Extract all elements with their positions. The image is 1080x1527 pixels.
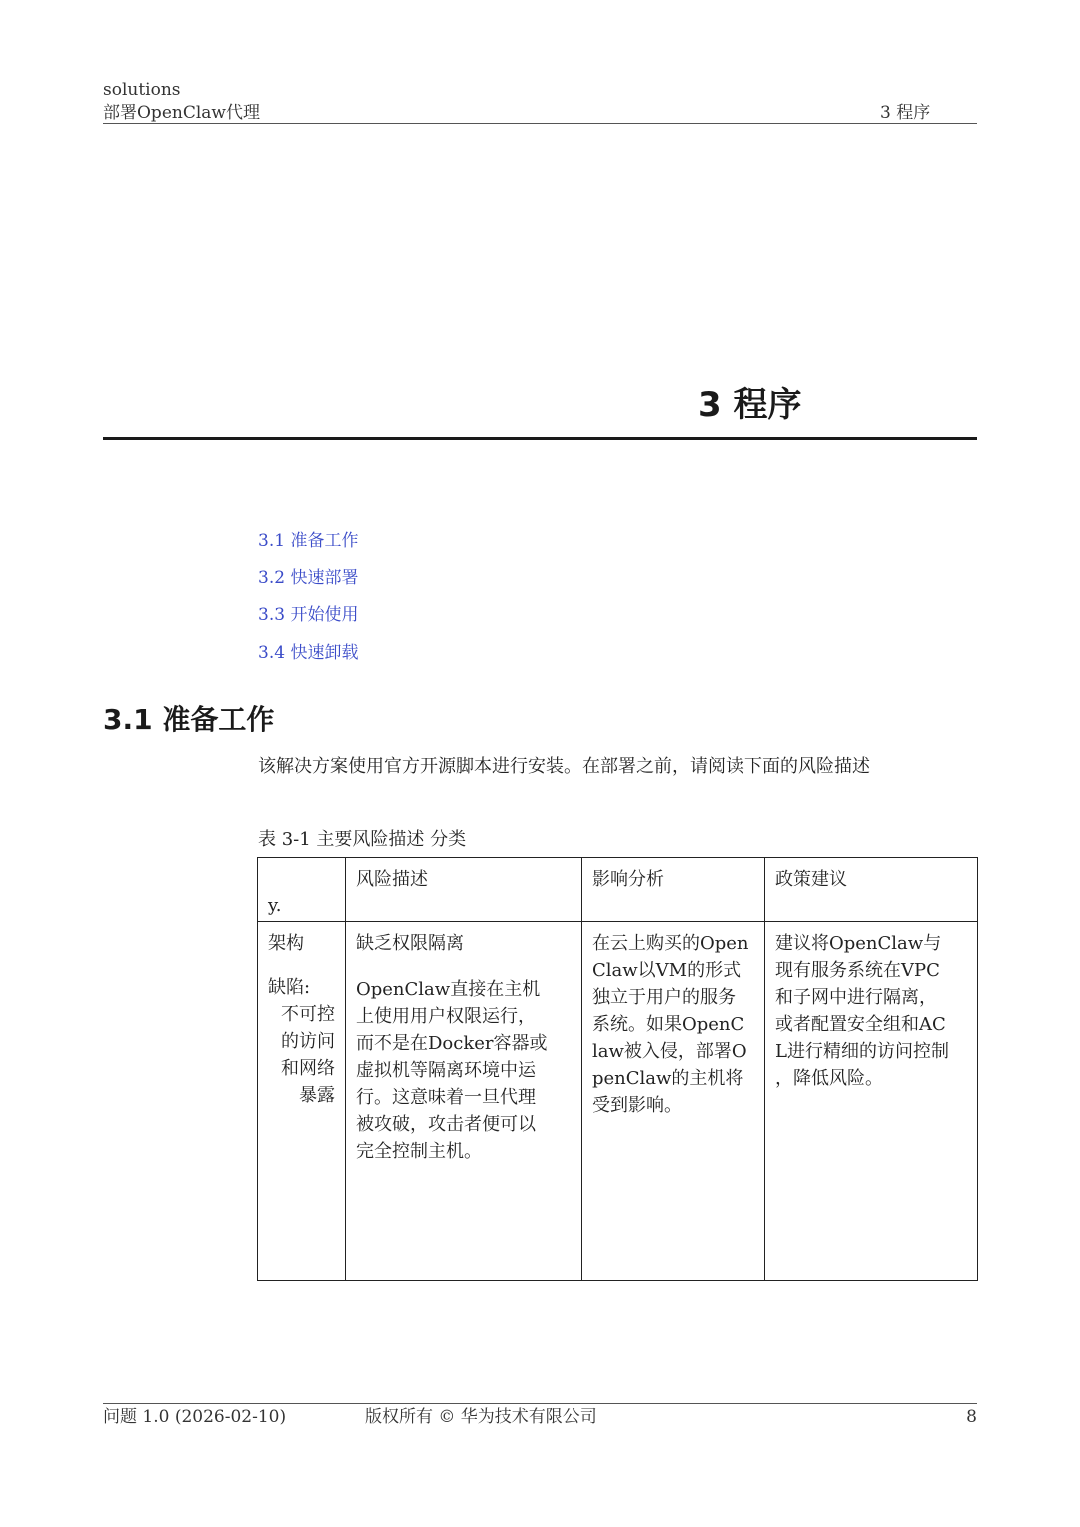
cell-advice: 建议将OpenClaw与 现有服务系统在VPC 和子网中进行隔离， 或者配置安全组和AC L进行精细的访问控制 ，降低风险。 (765, 922, 978, 1281)
chapter-title: 3 程序 (698, 385, 802, 425)
column-header-category: y. (258, 858, 346, 922)
column-header-risk: 风险描述 (346, 858, 582, 922)
page-number: 8 (966, 1407, 977, 1427)
footer-issue: 问题 1.0 (2026-02-10) (103, 1407, 287, 1427)
category-detail-line: 和网络 (281, 1058, 335, 1079)
table-header-row (258, 858, 978, 922)
header-product: solutions (103, 80, 181, 100)
column-header-impact: 影响分析 (582, 858, 765, 922)
category-name: 架构 (268, 933, 304, 954)
cell-category (258, 922, 346, 1281)
category-detail-label: 缺陷: (268, 977, 311, 998)
cell-risk (346, 922, 582, 1281)
category-detail-line: 不可控 (281, 1004, 335, 1025)
risk-description: OpenClaw直接在主机 上使用用户权限运行， 而不是在Docker容器或 虚拟机等隔离环境中运 行。这意味着一旦代理 被攻破，攻击者便可以 完全控制主机。 (356, 979, 548, 1162)
cell-impact: 在云上购买的Open Claw以VM的形式 独立于用户的服务 系统。如果OpenC law被入侵，部署O penClaw的主机将 受到影响。 (582, 922, 765, 1281)
risk-table (257, 857, 978, 1281)
footer-divider (103, 1403, 977, 1404)
header-divider (103, 123, 977, 124)
column-header-advice: 政策建议 (765, 858, 978, 922)
toc-link-quick-deploy[interactable]: 3.2 快速部署 (258, 568, 359, 588)
header-doc-title: 部署OpenClaw代理 (103, 103, 260, 123)
toc-link-getting-started[interactable]: 3.3 开始使用 (258, 605, 359, 625)
risk-title: 缺乏权限隔离 (356, 933, 464, 954)
footer-copyright: 版权所有 © 华为技术有限公司 (365, 1407, 597, 1427)
table-caption: 表 3-1 主要风险描述 分类 (258, 829, 467, 850)
section-title: 3.1 准备工作 (103, 703, 275, 736)
toc-link-prep[interactable]: 3.1 准备工作 (258, 531, 359, 551)
toc-link-quick-uninstall[interactable]: 3.4 快速卸载 (258, 643, 359, 663)
chapter-title-rule (103, 437, 977, 440)
category-detail-line: 暴露 (299, 1085, 335, 1106)
section-intro: 该解决方案使用官方开源脚本进行安装。在部署之前，请阅读下面的风险描述 (258, 756, 870, 777)
table-row (258, 922, 978, 1281)
category-detail-line: 的访问 (281, 1031, 335, 1052)
header-chapter-ref: 3 程序 (880, 103, 931, 123)
